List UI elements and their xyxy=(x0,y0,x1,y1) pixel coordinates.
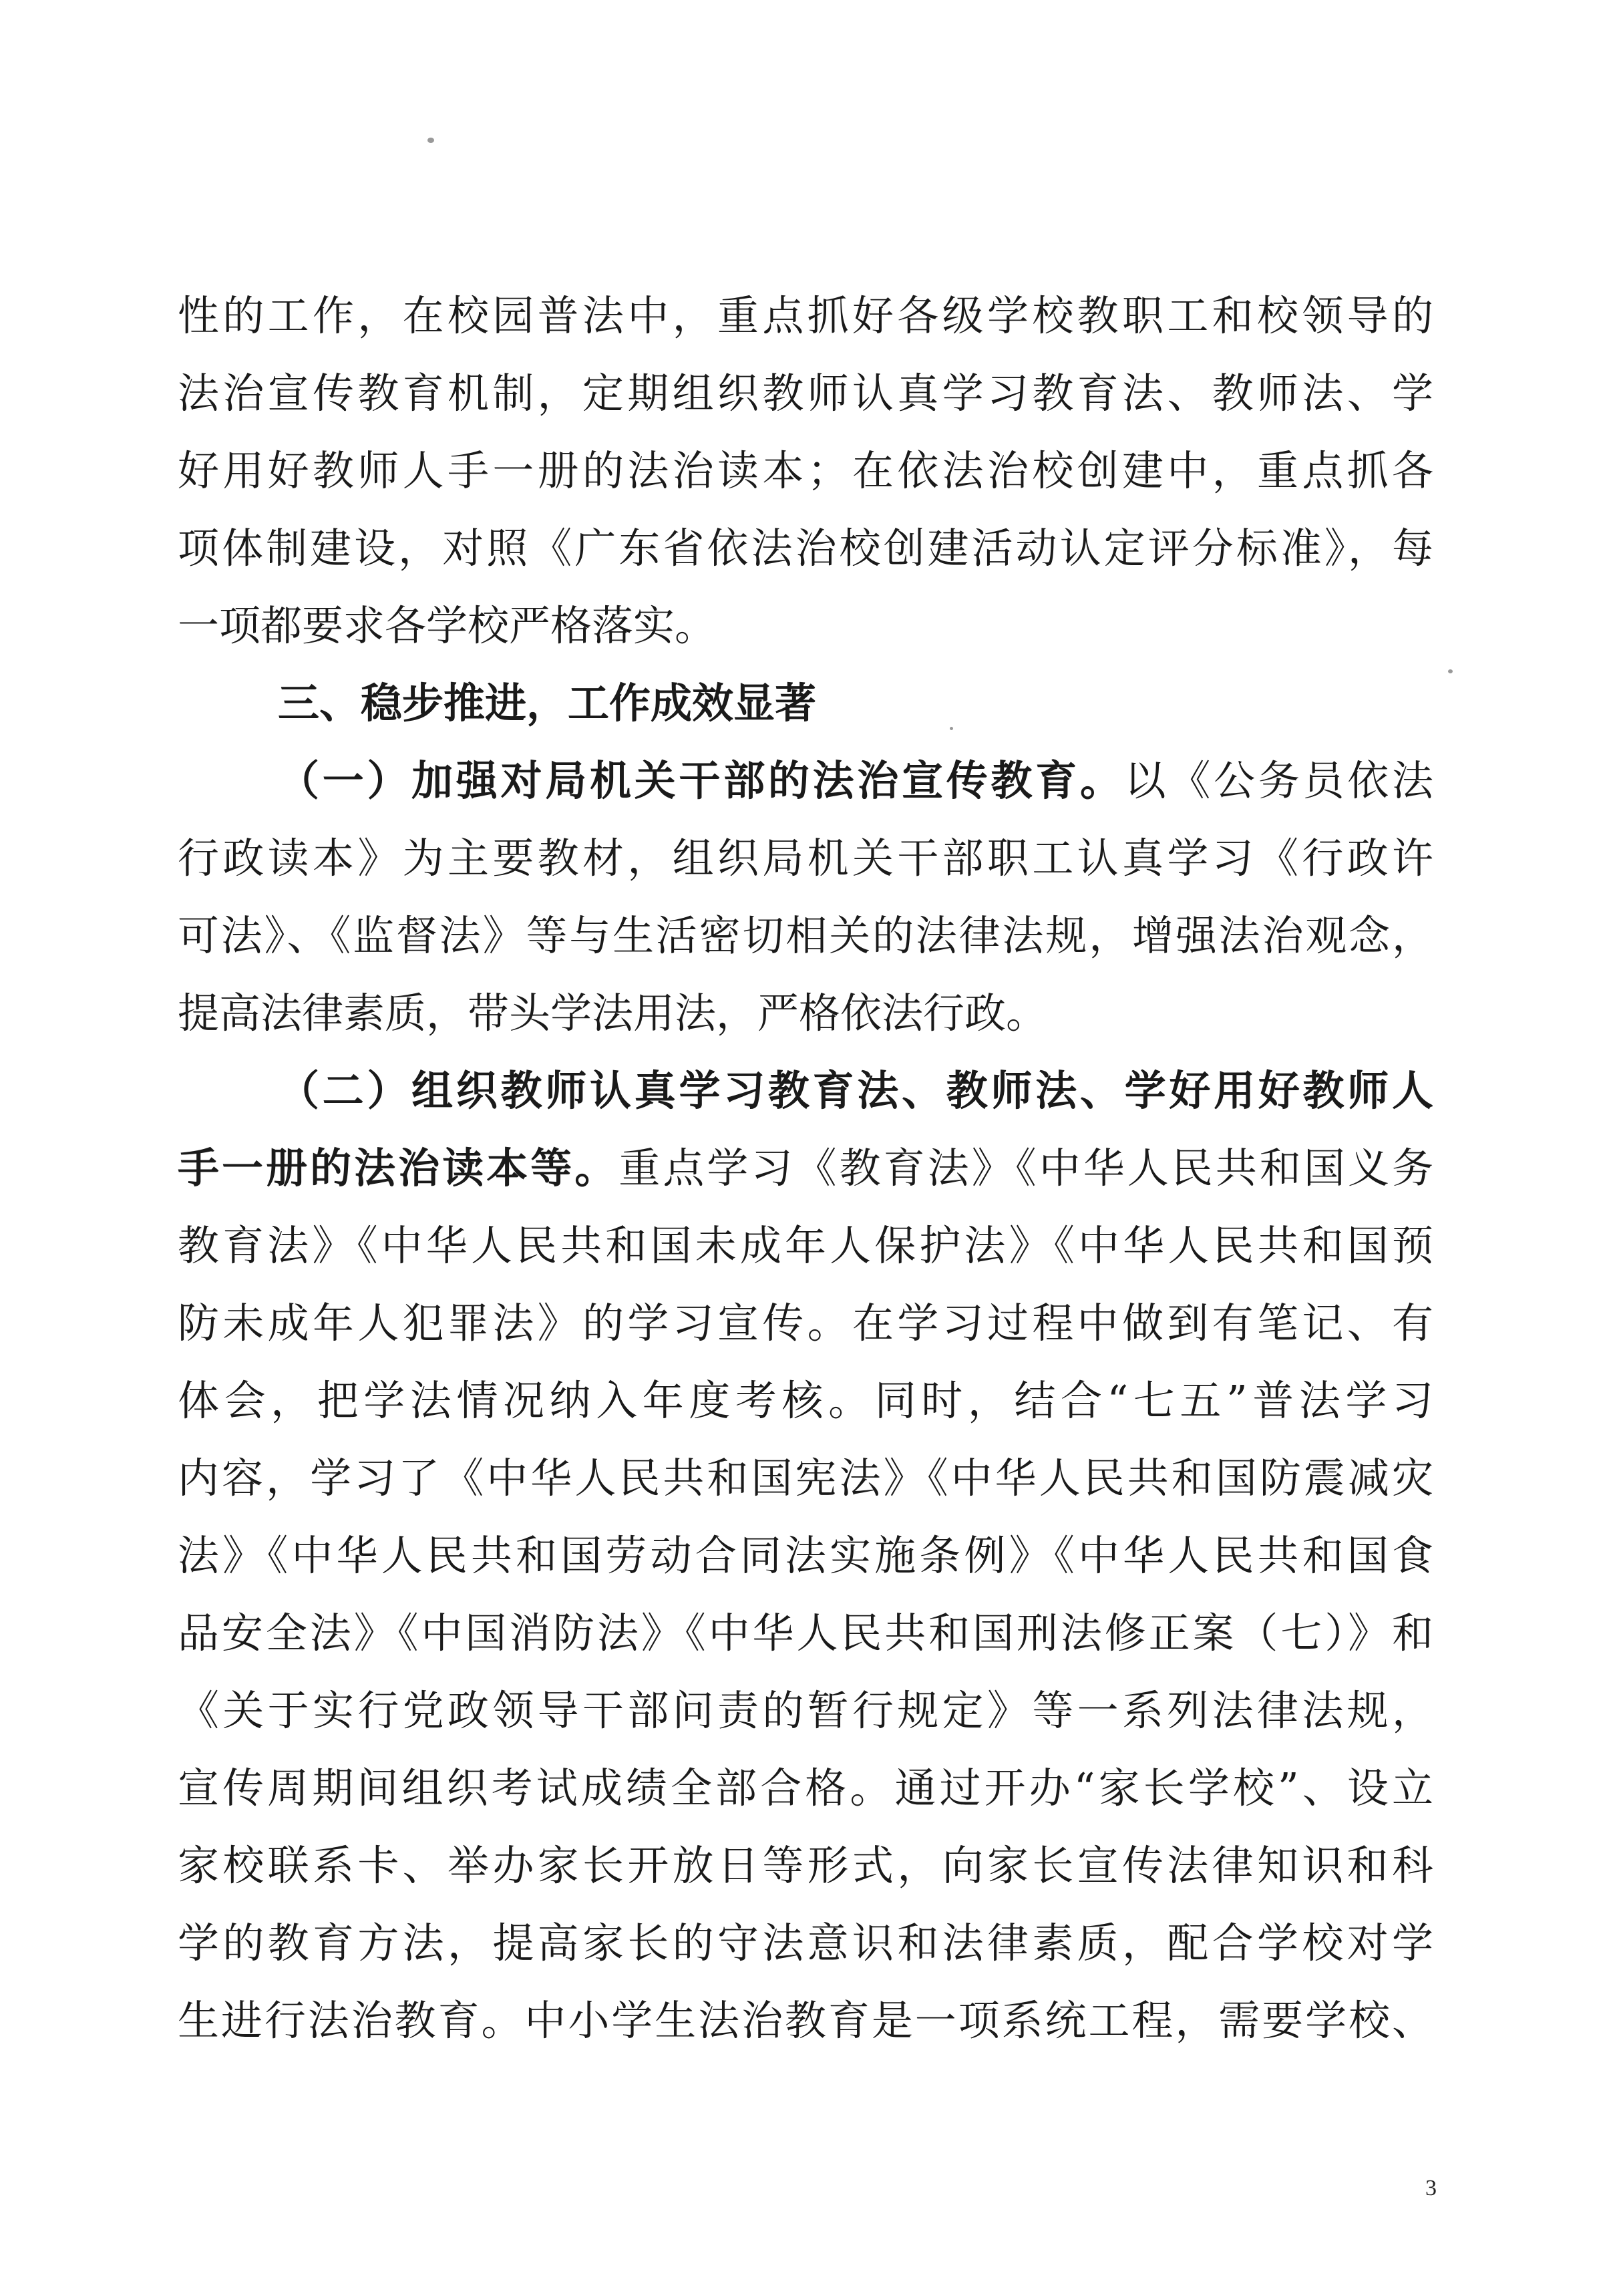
text-line: 生进行法治教育。中小学生法治教育是一项系统工程，需要学校、 xyxy=(178,1996,1433,2045)
text-line: 一项都要求各学校严格落实。 xyxy=(178,601,717,650)
text-line: 项体制建设，对照《广东省依法治校创建活动认定评分标准》，每 xyxy=(178,524,1433,572)
text-line: 品安全法》《中国消防法》《中华人民共和国刑法修正案（七）》和 xyxy=(178,1609,1433,1657)
text-line: 家校联系卡、举办家长开放日等形式，向家长宣传法律知识和科 xyxy=(178,1841,1433,1890)
scan-speck xyxy=(1448,669,1453,673)
subsection-text: 重点学习《教育法》《中华人民共和国义务 xyxy=(618,1144,1433,1192)
text-line: 性的工作，在校园普法中，重点抓好各级学校教职工和校领导的 xyxy=(178,291,1433,340)
text-line: 防未成年人犯罪法》的学习宣传。在学习过程中做到有笔记、有 xyxy=(178,1299,1433,1347)
text-line: 提高法律素质，带头学法用法，严格依法行政。 xyxy=(178,989,1048,1037)
text-line: 《关于实行党政领导干部问责的暂行规定》等一系列法律法规， xyxy=(178,1686,1433,1735)
body-text xyxy=(178,277,1433,2060)
text-line: 可法》、《监督法》等与生活密切相关的法律法规，增强法治观念， xyxy=(178,911,1433,960)
subsection-line xyxy=(178,1130,1433,1207)
subsection-title: （二）组织教师认真学习教育法、教师法、学好用好教师人 xyxy=(278,1066,1433,1115)
subsection-text: 以《公务员依法 xyxy=(1124,756,1433,805)
page-number: 3 xyxy=(1425,2176,1437,2200)
subsection-line xyxy=(178,742,1433,820)
text-line: 好用好教师人手一册的法治读本；在依法治校创建中，重点抓各 xyxy=(178,446,1433,495)
text-line: 宣传周期间组织考试成绩全部合格。通过开办“家长学校”、设立 xyxy=(178,1764,1433,1812)
subsection-title-cont: 手一册的法治读本等。 xyxy=(178,1144,619,1192)
text-line: 法治宣传教育机制，定期组织教师认真学习教育法、教师法、学 xyxy=(178,369,1433,418)
text-line: 行政读本》为主要教材，组织局机关干部职工认真学习《行政许 xyxy=(178,834,1433,882)
scan-speck xyxy=(427,138,434,143)
text-line: 教育法》《中华人民共和国未成年人保护法》《中华人民共和国预 xyxy=(178,1221,1433,1270)
text-line: 体会，把学法情况纳入年度考核。同时，结合“七五”普法学习 xyxy=(178,1376,1433,1425)
text-line: 内容，学习了《中华人民共和国宪法》《中华人民共和国防震减灾 xyxy=(178,1454,1433,1502)
text-line: 学的教育方法，提高家长的守法意识和法律素质，配合学校对学 xyxy=(178,1919,1433,1967)
subsection-title: （一）加强对局机关干部的法治宣传教育。 xyxy=(278,756,1125,805)
text-line: 法》《中华人民共和国劳动合同法实施条例》《中华人民共和国食 xyxy=(178,1531,1433,1580)
section-heading: 三、稳步推进，工作成效显著 xyxy=(278,679,817,727)
